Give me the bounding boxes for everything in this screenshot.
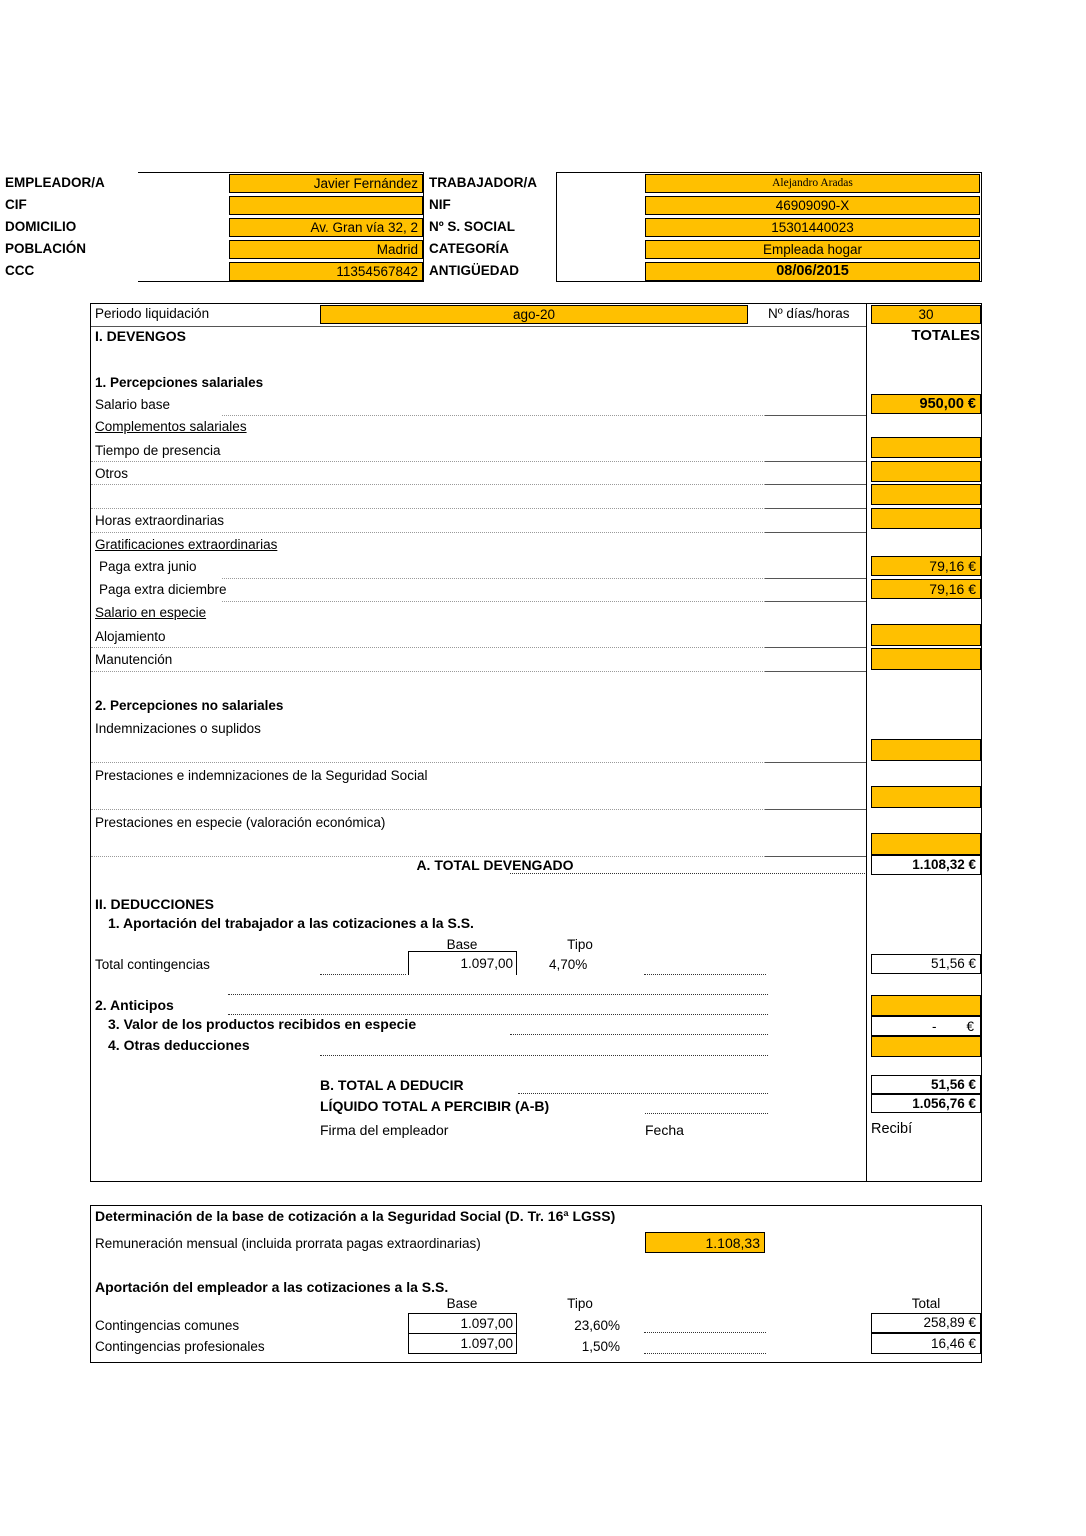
- label-prestaciones-ss: Prestaciones e indemnizaciones de la Seguridad Social: [95, 768, 428, 783]
- label-liquido-total: LÍQUIDO TOTAL A PERCIBIR (A-B): [320, 1098, 550, 1114]
- label-total-deducir: B. TOTAL A DEDUCIR: [320, 1077, 464, 1093]
- value-salario-base[interactable]: 950,00 €: [871, 394, 981, 414]
- value-liquido-total: 1.056,76 €: [871, 1094, 981, 1113]
- label-aportacion-trabajador: 1. Aportación del trabajador a las cotizaciones a la S.S.: [108, 915, 474, 931]
- value-otros[interactable]: [871, 461, 981, 482]
- value-anticipos[interactable]: [871, 995, 981, 1016]
- field-domicilio-value[interactable]: Av. Gran vía 32, 2: [229, 218, 423, 237]
- label-aportacion-empleador: Aportación del empleador a las cotizaciones a la S.S.: [95, 1279, 449, 1295]
- field-cif-value[interactable]: [229, 196, 423, 215]
- value-total-devengado: 1.108,32 €: [871, 855, 981, 875]
- field-periodo-value[interactable]: ago-20: [320, 305, 748, 324]
- field-nif-value[interactable]: 46909090-X: [645, 196, 980, 215]
- label-trabajador: TRABAJADOR/A: [424, 172, 556, 194]
- value-total-deducir: 51,56 €: [871, 1075, 981, 1094]
- label-cif: CIF: [0, 194, 138, 216]
- label-firma-empleador: Firma del empleador: [320, 1122, 449, 1138]
- value-total-comunes: 258,89 €: [871, 1313, 981, 1333]
- value-complemento-blank[interactable]: [871, 484, 981, 505]
- label-total-contingencias: Total contingencias: [95, 957, 210, 972]
- header-divider-2: [556, 172, 557, 282]
- field-trabajador-value[interactable]: Alejandro Aradas: [645, 174, 980, 193]
- value-total-profesionales: 16,46 €: [871, 1333, 981, 1354]
- value-indemnizaciones-suplidos[interactable]: [871, 739, 981, 761]
- label-gratificaciones-extraordinarias: Gratificaciones extraordinarias: [95, 537, 278, 552]
- label-salario-base: Salario base: [95, 397, 171, 412]
- col-header-base-empleador: Base: [446, 1296, 478, 1311]
- label-tiempo-presencia: Tiempo de presencia: [95, 443, 221, 458]
- label-poblacion: POBLACIÓN: [0, 238, 138, 260]
- value-remuneracion-mensual[interactable]: 1.108,33: [645, 1232, 765, 1253]
- value-productos-especie-currency: €: [966, 1018, 974, 1034]
- section-devengos-title: I. DEVENGOS: [95, 328, 187, 344]
- field-antiguedad-value[interactable]: 08/06/2015: [645, 262, 980, 281]
- label-otras-deducciones: 4. Otras deducciones: [108, 1037, 250, 1053]
- value-prestaciones-especie[interactable]: [871, 833, 981, 855]
- label-periodo-liquidacion: Periodo liquidación: [95, 306, 210, 321]
- value-prestaciones-ss[interactable]: [871, 786, 981, 808]
- label-determinacion-base: Determinación de la base de cotización a la Seguridad Social (D. Tr. 16ª LGSS): [95, 1208, 616, 1224]
- value-alojamiento[interactable]: [871, 624, 981, 646]
- value-productos-especie-dash: -: [932, 1018, 937, 1034]
- label-dias-horas: Nº días/horas: [768, 306, 850, 321]
- label-nif: NIF: [424, 194, 556, 216]
- value-total-contingencias: 51,56 €: [871, 954, 981, 974]
- label-complementos-salariales: Complementos salariales: [95, 419, 247, 434]
- label-categoria: CATEGORÍA: [424, 238, 556, 260]
- label-totales: TOTALES: [911, 327, 980, 344]
- value-tipo-profesionales: 1,50%: [581, 1339, 620, 1354]
- label-salario-especie: Salario en especie: [95, 605, 207, 620]
- label-anticipos: 2. Anticipos: [95, 997, 174, 1013]
- label-contingencias-comunes: Contingencias comunes: [95, 1318, 240, 1333]
- value-tiempo-presencia[interactable]: [871, 437, 981, 458]
- value-horas-extraordinarias[interactable]: [871, 508, 981, 529]
- value-base-contingencias[interactable]: 1.097,00: [408, 951, 517, 975]
- label-indemnizaciones-suplidos: Indemnizaciones o suplidos: [95, 721, 261, 736]
- label-contingencias-profesionales: Contingencias profesionales: [95, 1339, 265, 1354]
- label-prestaciones-especie: Prestaciones en especie (valoración económica): [95, 815, 386, 830]
- field-ccc-value[interactable]: 11354567842: [229, 262, 423, 281]
- value-paga-extra-diciembre[interactable]: 79,16 €: [871, 579, 981, 599]
- value-tipo-comunes: 23,60%: [574, 1318, 620, 1333]
- value-tipo-contingencias: 4,70%: [549, 957, 588, 972]
- label-otros: Otros: [95, 466, 129, 481]
- value-manutencion[interactable]: [871, 648, 981, 670]
- field-empleador-value[interactable]: Javier Fernández: [229, 174, 423, 193]
- value-base-comunes[interactable]: 1.097,00: [408, 1313, 517, 1333]
- totals-column-divider: [866, 303, 867, 1182]
- field-num-ss-value[interactable]: 15301440023: [645, 218, 980, 237]
- value-otras-deducciones[interactable]: [871, 1036, 981, 1057]
- field-dias-horas-value[interactable]: 30: [871, 305, 981, 324]
- label-fecha: Fecha: [645, 1122, 684, 1138]
- value-base-profesionales[interactable]: 1.097,00: [408, 1333, 517, 1354]
- label-alojamiento: Alojamiento: [95, 629, 166, 644]
- label-total-devengado: A. TOTAL DEVENGADO: [416, 857, 574, 873]
- group-percepciones-salariales-title: 1. Percepciones salariales: [95, 375, 264, 390]
- label-num-ss: Nº S. SOCIAL: [424, 216, 556, 238]
- label-antiguedad: ANTIGÜEDAD: [424, 260, 556, 282]
- col-header-tipo-trabajador: Tipo: [567, 937, 593, 952]
- label-ccc: CCC: [0, 260, 138, 282]
- group-percepciones-no-salariales-title: 2. Percepciones no salariales: [95, 698, 284, 713]
- field-poblacion-value[interactable]: Madrid: [229, 240, 423, 259]
- label-empleador: EMPLEADOR/A: [0, 172, 138, 194]
- label-valor-productos-especie: 3. Valor de los productos recibidos en especie: [108, 1016, 417, 1032]
- field-categoria-value[interactable]: Empleada hogar: [645, 240, 980, 259]
- label-horas-extraordinarias: Horas extraordinarias: [95, 513, 225, 528]
- value-paga-extra-junio[interactable]: 79,16 €: [871, 556, 981, 576]
- label-domicilio: DOMICILIO: [0, 216, 138, 238]
- col-header-base-trabajador: Base: [446, 937, 478, 952]
- label-remuneracion-mensual: Remuneración mensual (incluida prorrata pagas extraordinarias): [95, 1236, 481, 1251]
- label-paga-extra-diciembre: Paga extra diciembre: [99, 582, 227, 597]
- section-deducciones-title: II. DEDUCCIONES: [95, 896, 215, 912]
- label-recibi: Recibí: [871, 1121, 913, 1137]
- col-header-total-empleador: Total: [911, 1296, 941, 1311]
- label-paga-extra-junio: Paga extra junio: [99, 559, 197, 574]
- col-header-tipo-empleador: Tipo: [567, 1296, 593, 1311]
- label-manutencion: Manutención: [95, 652, 173, 667]
